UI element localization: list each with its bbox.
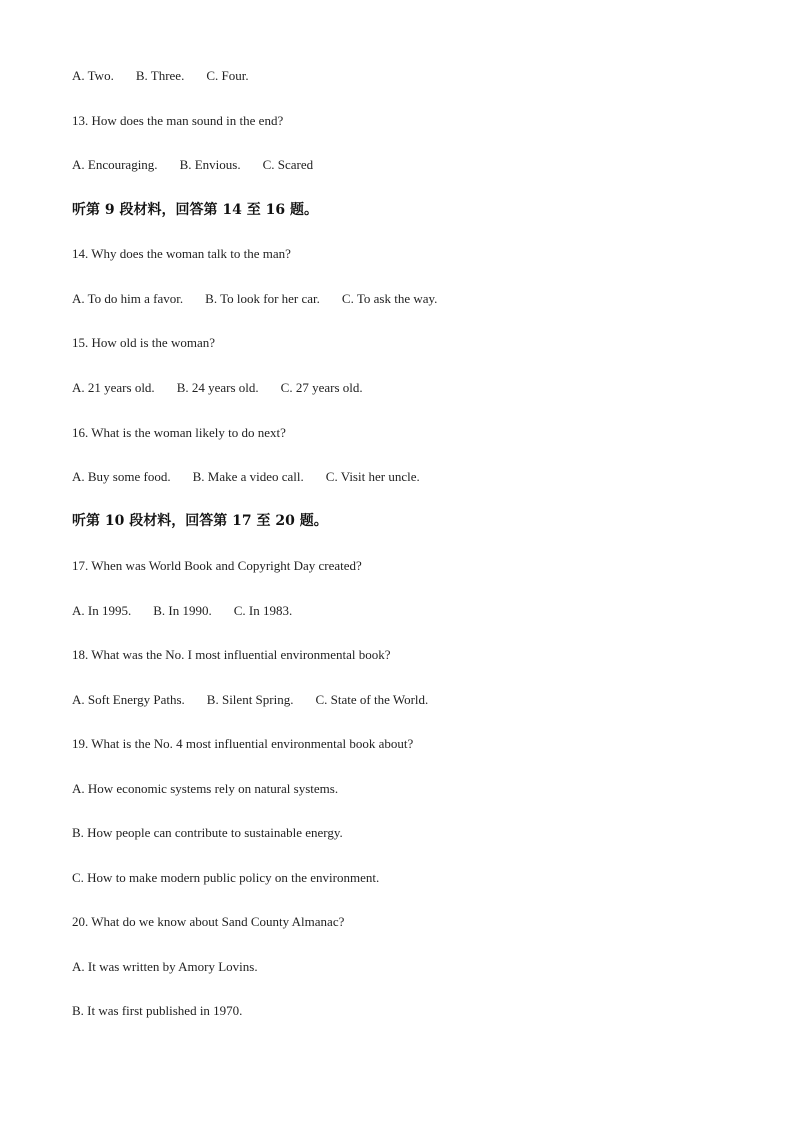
option-c: C. Scared [262,157,314,172]
option-line-q19-b: B. How people can contribute to sustainable energy. [72,825,343,840]
option-a: A. To do him a favor. [72,291,184,306]
option-b: B. 24 years old. [176,380,259,395]
question-13: 13. How does the man sound in the end? [72,113,284,128]
options-row-q15 [72,380,363,396]
option-a: A. Soft Energy Paths. [72,692,185,707]
option-a: A. 21 years old. [72,380,155,395]
option-a: A. Buy some food. [72,469,171,484]
option-b: B. To look for her car. [205,291,320,306]
options-row-q18 [72,692,428,708]
option-c: C. To ask the way. [341,291,438,306]
option-a: A. Encouraging. [72,157,158,172]
option-line-q20-a: A. It was written by Amory Lovins. [72,959,258,974]
options-row-q12 [72,68,249,84]
option-c: C. In 1983. [233,603,293,618]
option-a: A. In 1995. [72,603,132,618]
question-14: 14. Why does the woman talk to the man? [72,246,291,261]
option-line-q20-b: B. It was first published in 1970. [72,1003,243,1018]
question-20: 20. What do we know about Sand County Almanac? [72,914,345,929]
option-b: B. Envious. [179,157,241,172]
option-a: A. Two. [72,68,114,83]
option-line-q19-a: A. How economic systems rely on natural systems. [72,781,339,796]
options-row-q13 [72,157,313,173]
question-15: 15. How old is the woman? [72,335,215,350]
option-c: C. 27 years old. [280,380,363,395]
section-heading-9: 听第 9 段材料，回答第 14 至 16 题。 [72,202,318,218]
option-c: C. Visit her uncle. [325,469,420,484]
options-row-q16 [72,469,420,485]
option-c: C. State of the World. [315,692,429,707]
option-c: C. Four. [206,68,249,83]
section-heading-10: 听第 10 段材料，回答第 17 至 20 题。 [72,513,328,529]
option-b: B. Make a video call. [192,469,304,484]
question-17: 17. When was World Book and Copyright Day created? [72,558,362,573]
option-b: B. Three. [135,68,185,83]
question-18: 18. What was the No. I most influential environmental book? [72,647,391,662]
option-b: B. In 1990. [153,603,212,618]
options-row-q14 [72,291,437,307]
options-row-q17 [72,603,292,619]
question-16: 16. What is the woman likely to do next? [72,425,286,440]
question-19: 19. What is the No. 4 most influential environmental book about? [72,736,414,751]
option-line-q19-c: C. How to make modern public policy on the environment. [72,870,380,885]
option-b: B. Silent Spring. [206,692,294,707]
